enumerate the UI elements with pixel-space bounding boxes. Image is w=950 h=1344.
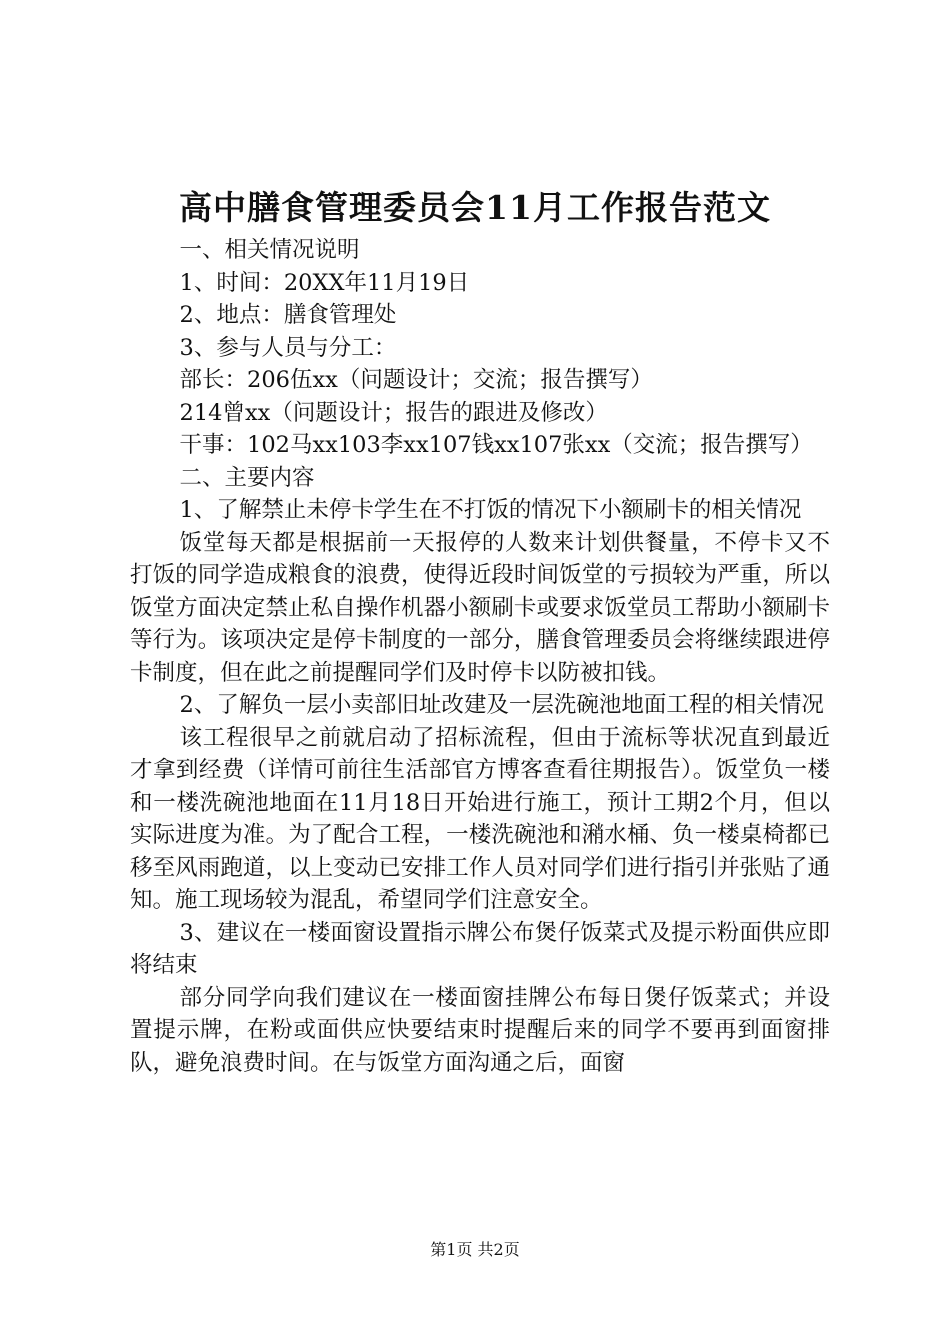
info-line-location: 2、地点：膳食管理处 (179, 302, 397, 328)
info-line-participants: 3、参与人员与分工： (179, 334, 397, 361)
item-paragraph: 部分同学向我们建议在一楼面窗挂牌公布每日煲仔饭菜式；并设置提示牌，在粉或面供应快要结束时提醒后来的同学不要再到面窗排队，避免浪费时间。在与饭堂方面沟通之后，面窗 (130, 984, 830, 1076)
participant-line: 干事：102马xx103李xx107钱xx107张xx（交流；报告撰写） (179, 432, 813, 458)
item-heading: 2、了解负一层小卖部旧址改建及一层洗碗池地面工程的相关情况 (179, 692, 824, 718)
page-footer: 第1页 共2页 (430, 1240, 520, 1259)
participant-line: 214曾xx（问题设计；报告的跟进及修改） (179, 399, 608, 426)
item-heading: 1、了解禁止未停卡学生在不打饭的情况下小额刷卡的相关情况 (179, 497, 802, 523)
info-line-time: 1、时间：20XX年11月19日 (179, 269, 470, 296)
item-heading: 3、建议在一楼面窗设置指示牌公布煲仔饭菜式及提示粉面供应即将结束 (130, 919, 830, 978)
section-heading: 二、主要内容 (179, 464, 315, 491)
participant-line: 部长：206伍xx（问题设计；交流；报告撰写） (179, 367, 653, 393)
section-heading: 一、相关情况说明 (179, 237, 360, 263)
item-paragraph: 饭堂每天都是根据前一天报停的人数来计划供餐量，不停卡又不打饭的同学造成粮食的浪费，使得近段时间饭堂的亏损较为严重，所以饭堂方面决定禁止私自操作机器小额刷卡或要求饭堂员工帮助小额刷卡等行为。该项决定是停卡制度的一部分，膳食管理委员会将继续跟进停卡制度，但在此之前提醒同学们及时停卡以防被扣钱。 (130, 529, 830, 686)
document-body (130, 234, 830, 1079)
document-title: 高中膳食管理委员会11月工作报告范文 (179, 188, 771, 227)
item-paragraph: 该工程很早之前就启动了招标流程，但由于流标等状况直到最近才拿到经费（详情可前往生活部官方博客查看往期报告）。饭堂负一楼和一楼洗碗池地面在11月18日开始进行施工，预计工期2个月，但以实际进度为准。为了配合工程，一楼洗碗池和潲水桶、负一楼桌椅都已移至风雨跑道，以上变动已安排工作人员对同学们进行指引并张贴了通知。施工现场较为混乱，希望同学们注意安全。 (130, 724, 830, 913)
